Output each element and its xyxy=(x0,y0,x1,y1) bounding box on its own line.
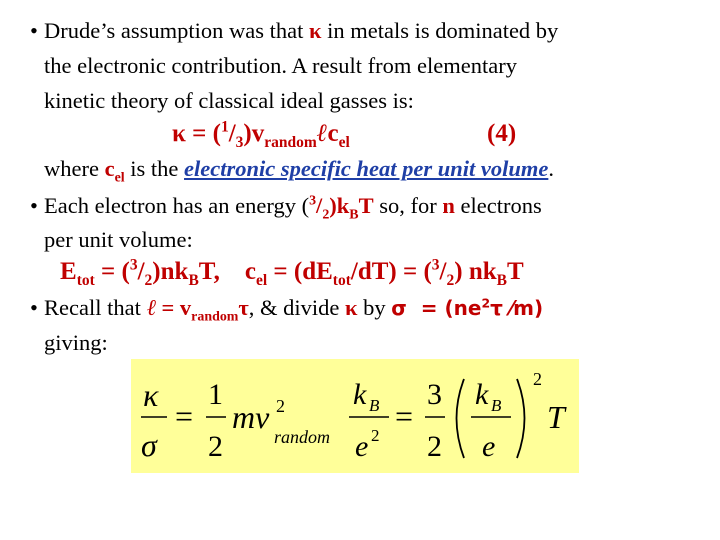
equation-number: (4) xyxy=(487,120,517,147)
bullet-marker: • xyxy=(30,295,38,320)
cel-symbol xyxy=(104,156,125,186)
text: so, for xyxy=(379,193,437,218)
left-paren xyxy=(457,379,465,458)
bullet3-line1 xyxy=(44,295,544,325)
sub: B xyxy=(349,207,359,223)
kappa-symbol: κ xyxy=(308,18,322,43)
eq-sub: random xyxy=(264,134,317,151)
eq-text: = ( xyxy=(101,258,130,285)
mv-sup: 2 xyxy=(276,396,285,416)
eq-text: )v xyxy=(243,120,265,147)
eq-sup: 3 xyxy=(129,256,138,274)
sub: random xyxy=(191,309,239,325)
mv: mv xyxy=(232,399,270,435)
sigma-equation xyxy=(391,296,543,320)
eq-text: ) nk xyxy=(454,258,497,285)
eq-sub: tot xyxy=(332,272,351,289)
eq-sub: el xyxy=(255,272,268,289)
text: electrons xyxy=(460,193,542,218)
text: Drude’s assumption was that xyxy=(44,18,304,43)
t: T xyxy=(358,193,374,218)
formula-svg xyxy=(131,359,579,473)
text: by xyxy=(363,295,386,320)
eq-sub: 3 xyxy=(235,134,244,151)
sup: 3 xyxy=(309,193,317,209)
eq-text: T xyxy=(506,258,524,285)
specific-heat-link[interactable]: electronic specific heat per unit volume xyxy=(184,156,549,181)
bullet-marker: • xyxy=(30,193,38,218)
f3-num: 3 xyxy=(427,378,442,411)
sigma-end: τ ⁄m) xyxy=(490,296,544,320)
sigma: σ = (ne xyxy=(391,296,482,320)
f2-num-k: k xyxy=(353,378,367,411)
bullet-marker: • xyxy=(30,18,38,43)
eq-sup: 3 xyxy=(431,256,440,274)
bullet1-line2: the electronic contribution. A result from elementary xyxy=(44,53,517,78)
bullet3-line2: giving: xyxy=(44,330,108,355)
right-paren xyxy=(517,379,525,458)
ell: ℓ xyxy=(146,295,156,320)
n-symbol: n xyxy=(442,193,455,218)
formula-box xyxy=(131,359,579,473)
eq-text: / xyxy=(137,258,145,285)
f2-num-b: B xyxy=(369,396,380,415)
text: . xyxy=(548,156,554,181)
formula-kappa: κ xyxy=(143,377,159,413)
eq-text: T, c xyxy=(198,258,256,285)
outer-sup: 2 xyxy=(533,369,542,389)
f1-num: 1 xyxy=(208,378,223,411)
eq-sub: B xyxy=(188,272,199,289)
text: in metals is dominated by xyxy=(327,18,559,43)
eq-sub: el xyxy=(338,134,350,151)
kappa-symbol: κ xyxy=(345,295,358,320)
bullet2-line2: per unit volume: xyxy=(44,227,193,252)
kappa-symbol: κ xyxy=(172,120,186,147)
where-line xyxy=(44,156,554,186)
f2-den-e: e xyxy=(355,430,369,463)
eq-sub: 2 xyxy=(446,272,455,289)
cel-sub: el xyxy=(114,170,125,186)
eq-text: = ( xyxy=(192,120,221,147)
text: , & divide xyxy=(248,295,340,320)
text: where xyxy=(44,156,99,181)
bullet1-line1 xyxy=(44,20,558,43)
bullet2-line1 xyxy=(44,193,542,223)
eq-sub: 2 xyxy=(144,272,153,289)
eq-sub: tot xyxy=(76,272,95,289)
ell-symbol: ℓ xyxy=(316,120,328,147)
formula-sigma: σ xyxy=(141,427,157,463)
cel-c: c xyxy=(104,156,115,181)
eq-text: / xyxy=(228,120,236,147)
sup: 2 xyxy=(481,295,491,311)
f4-num-b: B xyxy=(491,396,502,415)
slash: / xyxy=(316,193,323,218)
ell-equation xyxy=(146,295,249,325)
f2-den-sup: 2 xyxy=(371,426,380,445)
text: Each electron has an energy ( xyxy=(44,193,310,218)
eq-sub: B xyxy=(496,272,507,289)
f3-den: 2 xyxy=(427,430,442,463)
eq-text: E xyxy=(60,258,77,285)
eq-sup: 1 xyxy=(220,118,229,136)
f4-num-k: k xyxy=(475,378,489,411)
energy-equation xyxy=(60,256,524,289)
equals-sign: = xyxy=(175,398,194,434)
text: is the xyxy=(130,156,179,181)
mv-sub: random xyxy=(274,427,331,447)
formula-t: T xyxy=(547,399,565,435)
eq-text: c xyxy=(327,120,339,147)
eq-text: / xyxy=(439,258,447,285)
sub: 2 xyxy=(322,207,330,223)
f1-den: 2 xyxy=(208,430,223,463)
eq-text: /dT) = ( xyxy=(350,258,432,285)
eq-text: )nk xyxy=(152,258,189,285)
tau: τ xyxy=(238,295,249,320)
bullet1-line3: kinetic theory of classical ideal gasses is: xyxy=(44,88,414,113)
eq: = v xyxy=(161,295,192,320)
kb: )k xyxy=(329,193,350,218)
eq-text: = (dE xyxy=(273,258,333,285)
equals-sign: = xyxy=(395,398,414,434)
fraction xyxy=(309,193,374,223)
text: Recall that xyxy=(44,295,141,320)
equation-4 xyxy=(172,118,517,151)
f4-den: e xyxy=(482,430,496,463)
